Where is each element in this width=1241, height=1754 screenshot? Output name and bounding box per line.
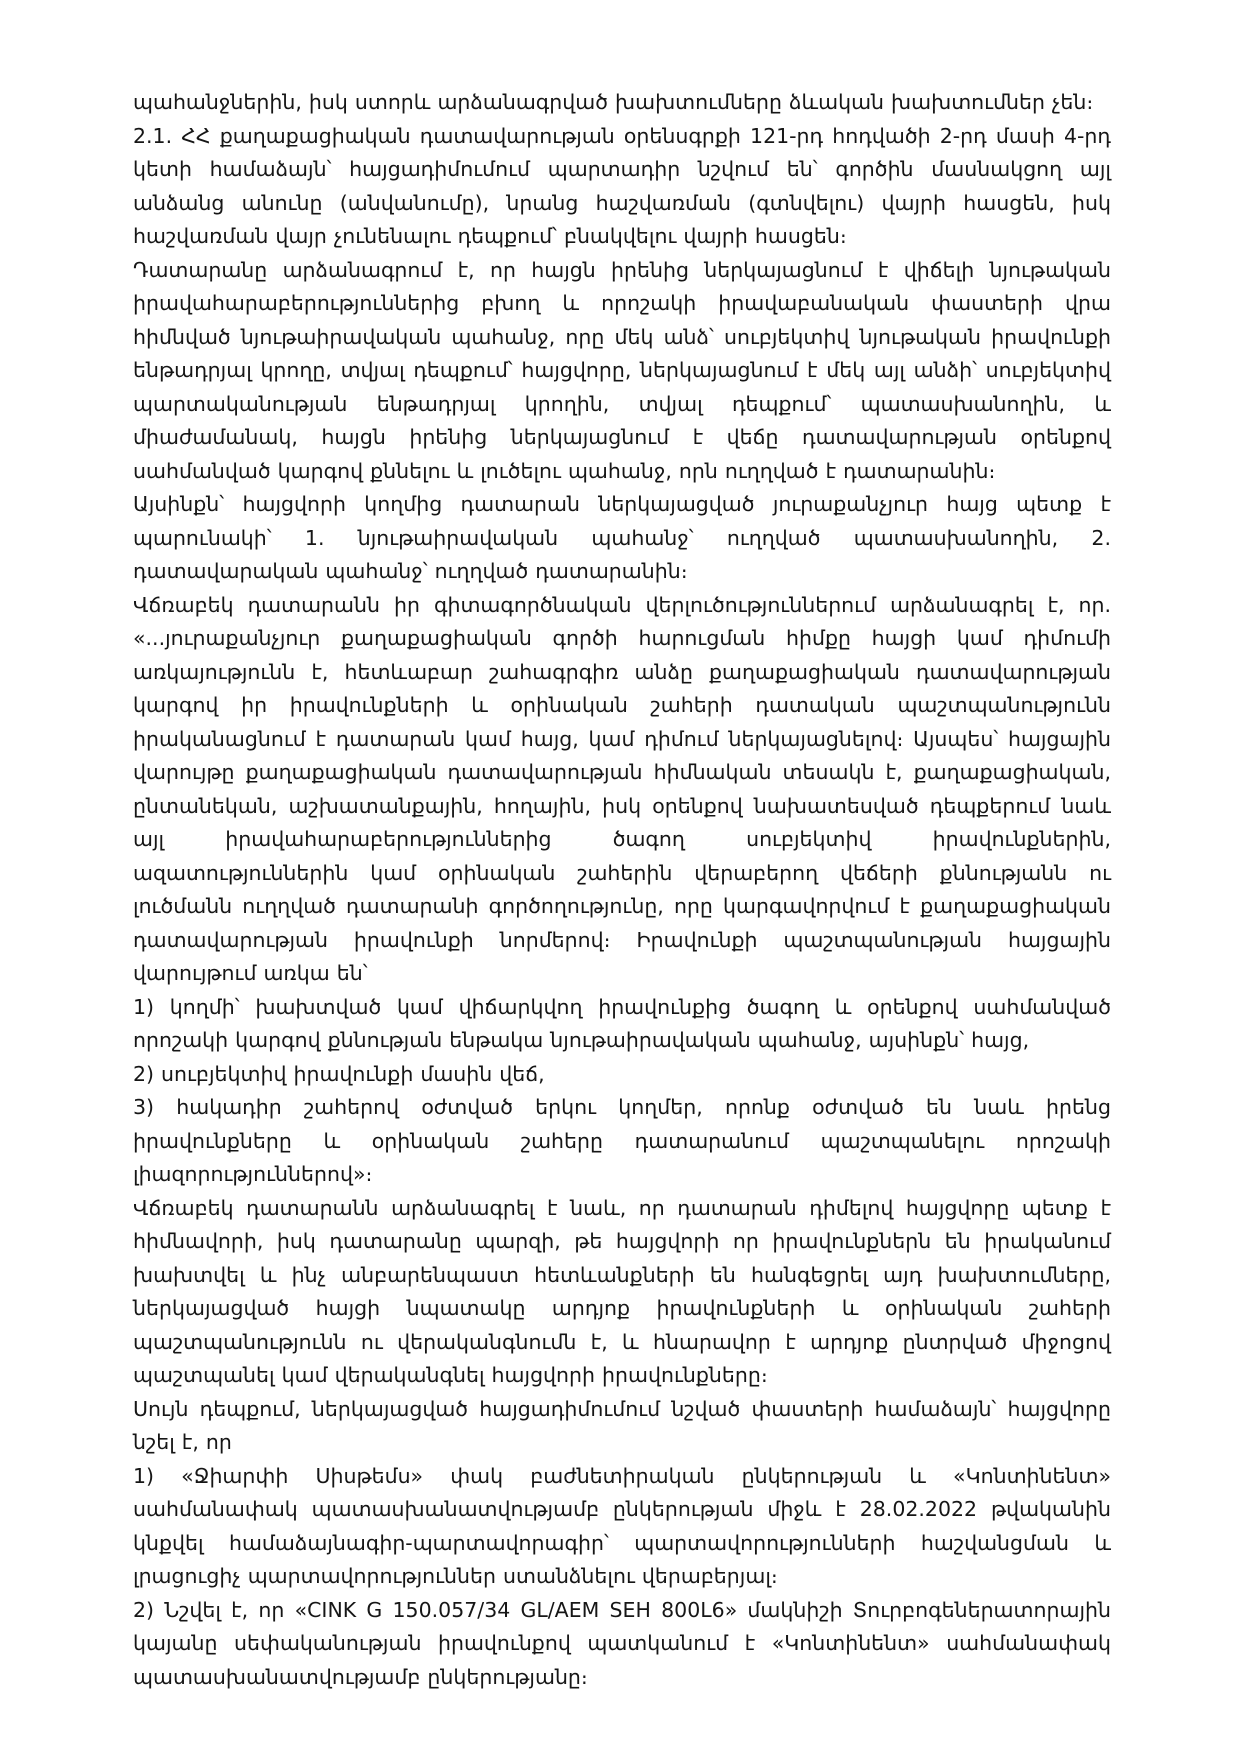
paragraph: 2) Նշվել է, որ «CINK G 150.057/34 GL/AEM SEH 800L6» մակնիշի Տուրբոգեներատորային կայանը սեփականության իրավունքով պատկանում է «Կոնտինենտ» սահմանափակ պատասխանատվությամբ ընկերությանը։ [133, 1597, 1111, 1689]
paragraph: 2.1. ՀՀ քաղաքացիական դատավարության օրենսգրքի 121-րդ հոդվածի 2-րդ մասի 4-րդ կետի համաձայն՝ հայցադիմումում պարտադիր նշվում են՝ գործին մասնակցող այլ անձանց անունը (անվանումը), նրանց հաշվառման (գտնվելու) վայրի հասցեն, իսկ հաշվառման վայր չունենալու դեպքում՝ բնակվելու վայրի հասցեն։ [133, 123, 1111, 248]
paragraph: 3) հակադիր շահերով օժտված երկու կողմեր, որոնք օժտված են նաև իրենց իրավունքները և օրինական շահերը դատարանում պաշտպանելու որոշակի լիազորություններով»։ [133, 1095, 1111, 1186]
paragraph: պահանջներին, իսկ ստորև արձանագրված խախտումները ձևական խախտումներ չեն։ [133, 90, 1094, 114]
paragraph: 1) «Ջիարփի Սիսթեմս» փակ բաժնետիրական ընկերության և «Կոնտինենտ» սահմանափակ պատասխանատվությամբ ընկերության միջև է 28.02.2022 թվականին կնքվել համաձայնագիր-պարտավորագիր՝ պարտավորությունների հաշվանցման և լրացուցիչ պարտավորություններ ստանձնելու վերաբերյալ։ [133, 1463, 1111, 1588]
paragraph: Սույն դեպքում, ներկայացված հայցադիմումում նշված փաստերի համաձայն՝ հայցվորը նշել է, որ [133, 1396, 1111, 1454]
document-body [133, 86, 1111, 1694]
paragraph: 1) կողմի՝ խախտված կամ վիճարկվող իրավունքից ծագող և օրենքով սահմանված որոշակի կարգով քննության ենթակա նյութաիրավական պահանջ, այսինքն՝ հայց, [133, 994, 1111, 1052]
paragraph: Վճռաբեկ դատարանն արձանագրել է նաև, որ դատարան դիմելով հայցվորը պետք է հիմնավորի, իսկ դատարանը պարզի, թե հայցվորի որ իրավունքներն են իրականում խախտվել և ինչ անբարենպաստ հետևանքների են հանգեցրել այդ խախտումները, ներկայացված հայցի նպատակը արդյոք իրավունքների և օրինական շահերի պաշտպանությունն ու վերականգնումն է, և հնարավոր է արդյոք ընտրված միջոցով պաշտպանել կամ վերականգնել հայցվորի իրավունքները։ [133, 1195, 1111, 1387]
paragraph: 2) սուբյեկտիվ իրավունքի մասին վեճ, [133, 1061, 545, 1086]
paragraph: Այսինքն՝ հայցվորի կողմից դատարան ներկայացված յուրաքանչյուր հայց պետք է պարունակի՝ 1. նյութաիրավական պահանջ՝ ուղղված պատասխանողին, 2. դատավարական պահանջ՝ ուղղված դատարանին։ [133, 492, 1111, 583]
paragraph: Վճռաբեկ դատարանն իր գիտագործնական վերլուծություններում արձանագրել է, որ. «...յուրաքանչյուր քաղաքացիական գործի հարուցման հիմքը հայցի կամ դիմումի առկայությունն է, հետևաբար շահագրգիռ անձը քաղաքացիական դատավարության կարգով իր իրավունքների և օրինական շահերի դատական պաշտպանությունն իրականացնում է դատարան կամ հայց, կամ դիմում ներկայացնելով։ Այսպես՝ հայցային վարույթը քաղաքացիական դատավարության հիմնական տեսակն է, քաղաքացիական, ընտանեկան, աշխատանքային, հողային, իսկ օրենքով նախատեսված դեպքերում նաև այլ իրավահարաբերություններից ծագող սուբյեկտիվ իրավունքներին, ազատություններին կամ օրինական շահերին վերաբերող վեճերի քննությանն ու լուծմանն ուղղված դատարանի գործողությունը, որը կարգավորվում է քաղաքացիական դատավարության իրավունքի նորմերով։ Իրավունքի պաշտպանության հայցային վարույթում առկա են՝ [133, 592, 1111, 985]
paragraph: Դատարանը արձանագրում է, որ հայցն իրենից ներկայացնում է վիճելի նյութական իրավահարաբերություններից բխող և որոշակի իրավաբանական փաստերի վրա հիմնված նյութաիրավական պահանջ, որը մեկ անձ՝ սուբյեկտիվ նյութական իրավունքի ենթադրյալ կրողը, տվյալ դեպքում՝ հայցվորը, ներկայացնում է մեկ այլ անձի՝ սուբյեկտիվ պարտականության ենթադրյալ կրողին, տվյալ դեպքում՝ պատասխանողին, և միաժամանակ, հայցն իրենից ներկայացնում է վեճը դատավարության օրենքով սահմանված կարգով քննելու և լուծելու պահանջ, որն ուղղված է դատարանին։ [133, 257, 1111, 483]
